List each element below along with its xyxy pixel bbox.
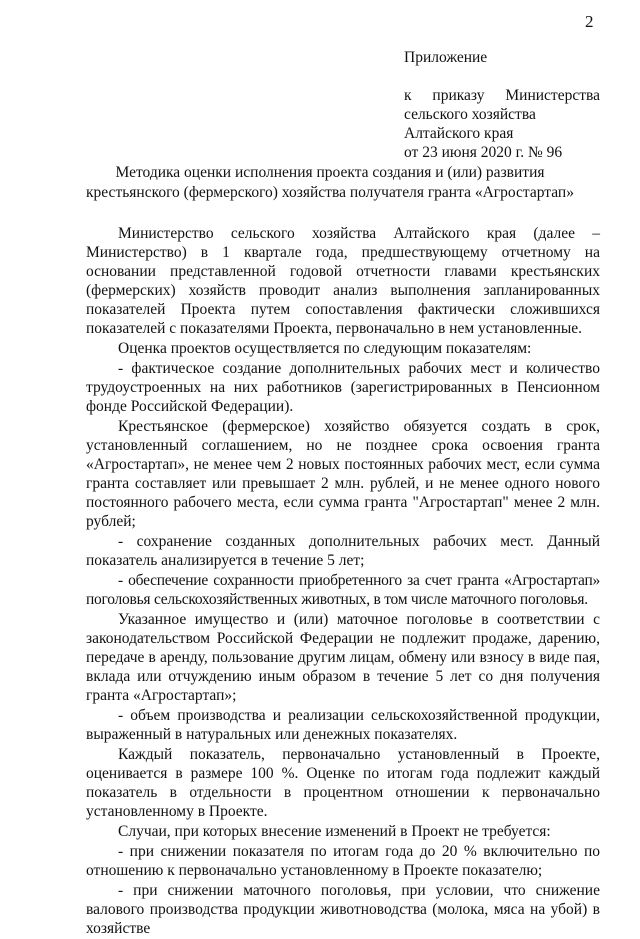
paragraph: - при снижении маточного поголовья, при условии, что снижение валового производства продукции животноводства (молока, мяса на убой) в хозяйстве xyxy=(86,882,600,937)
appendix-line: Алтайского края xyxy=(404,125,514,142)
page-number: 2 xyxy=(585,12,594,31)
title-line: Методика оценки исполнения проекта создания и (или) развития xyxy=(115,164,545,181)
paragraph: Каждый показатель, первоначально установленный в Проекте, оценивается в размере 100 %. Оценке по итогам года подлежит каждый показатель в отдельности в процентном отношении к первоначально установленному в Проекте. xyxy=(86,746,600,820)
title-line: крестьянского (фермерского) хозяйства получателя гранта «Агростартап» xyxy=(86,184,574,201)
appendix-order-line xyxy=(404,86,600,105)
paragraph: Оценка проектов осуществляется по следующим показателям: xyxy=(118,340,532,357)
appendix-ministry-word: Министерства xyxy=(505,87,600,104)
appendix-heading: Приложение xyxy=(404,49,488,66)
document-title xyxy=(60,163,600,203)
paragraph: Указанное имущество и (или) маточное поголовье в соответствии с законодательством Российской Федерации не подлежит продаже, дарению, передаче в аренду, пользование другим лицам, обмену или взносу в виде пая, вклада или отчуждению иным образом в течение 5 лет со дня получения гранта «Агростартап»; xyxy=(86,611,600,704)
paragraph: - сохранение созданных дополнительных рабочих мест. Данный показатель анализируется в течение 5 лет; xyxy=(86,533,600,569)
paragraph: Крестьянское (фермерское) хозяйство обязуется создать в срок, установленный соглашением, но не позднее срока освоения гранта «Агростартап», не менее чем 2 новых постоянных рабочих мест, если сумма гранта составляет или превышает 2 млн. рублей, и не менее одного нового постоянного рабочего места, если сумма гранта "Агростартап" менее 2 млн. рублей; xyxy=(86,418,600,530)
appendix-block xyxy=(404,48,600,162)
paragraph: - объем производства и реализации сельскохозяйственной продукции, выраженный в натуральных или денежных показателях. xyxy=(86,707,600,743)
document-body xyxy=(86,224,600,939)
appendix-line: сельского хозяйства xyxy=(404,106,536,123)
appendix-order-word: приказу xyxy=(432,87,485,104)
paragraph: - при снижении показателя по итогам года до 20 % включительно по отношению к первоначально установленному в Проекте показателю; xyxy=(86,843,600,879)
appendix-to-word: к xyxy=(404,87,412,104)
paragraph: - фактическое создание дополнительных рабочих мест и количество трудоустроенных на них работников (зарегистрированных в Пенсионном фонде Российской Федерации). xyxy=(86,360,600,415)
paragraph: Случаи, при которых внесение изменений в Проект не требуется: xyxy=(118,823,551,840)
appendix-date-line: от 23 июня 2020 г. № 96 xyxy=(404,144,563,161)
paragraph: Министерство сельского хозяйства Алтайского края (далее – Министерство) в 1 квартале года, предшествующему отчетному на основании представленной годовой отчетности главами крестьянских (фермерских) хозяйств проводит анализ выполнения запланированных показателей Проекта путем сопоставления фактически сложившихся показателей с показателями Проекта, первоначально в нем установленные. xyxy=(86,225,600,337)
paragraph: - обеспечение сохранности приобретенного за счет гранта «Агростартап» поголовья сельскохозяйственных животных, в том числе маточного поголовья. xyxy=(86,572,600,608)
